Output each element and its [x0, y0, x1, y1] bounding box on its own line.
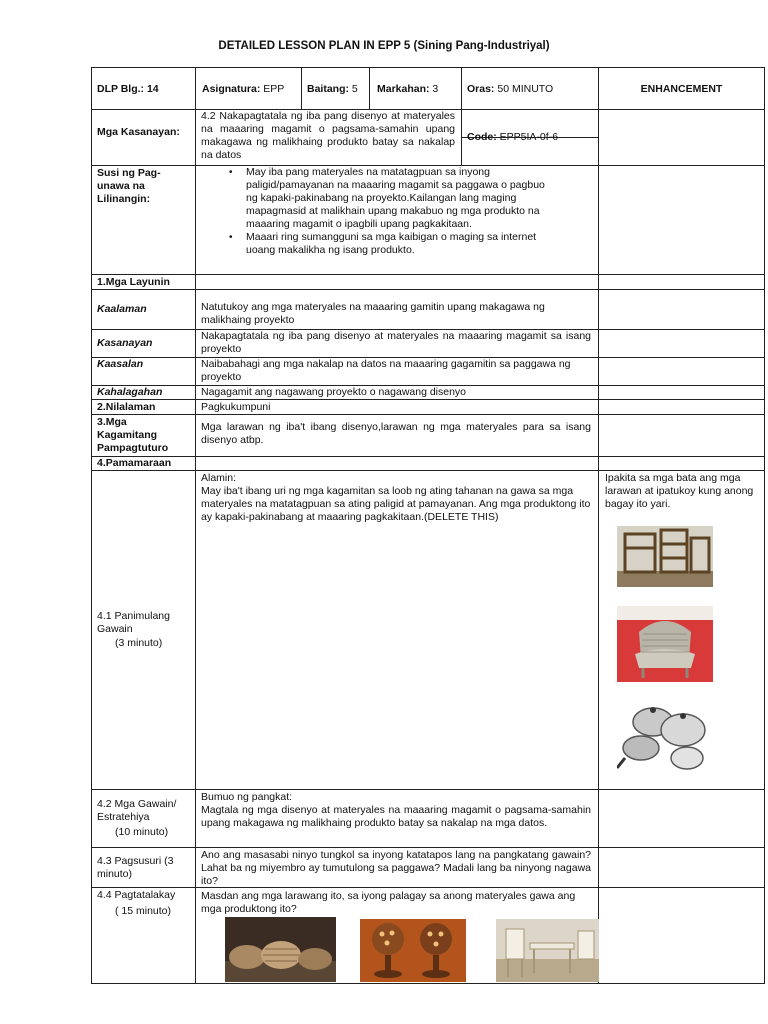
pagtatalakay-label: 4.4 Pagtatalakay — [97, 889, 176, 901]
oras-label: Oras: — [467, 83, 495, 95]
gawain-time: (10 minuto) — [115, 826, 169, 838]
kagamitan-text: Mga larawan ng iba't ibang disenyo,larawan ng mga materyales para sa isang disenyo atbp. — [201, 421, 591, 446]
pagsusuri-label: 4.3 Pagsusuri (3 minuto) — [97, 855, 174, 880]
panimula-time: (3 minuto) — [115, 637, 163, 649]
document-title: DETAILED LESSON PLAN IN EPP 5 (Sining Pang-Industriyal) — [218, 40, 550, 52]
gawain-text: Bumuo ng pangkat: Magtala ng mga disenyo at materyales na maaaring magamit o pagsama-samahin upang makagawa ng malikhaing produkto batay sa nakalap na mga datos. — [201, 791, 591, 829]
baitang-field — [307, 83, 369, 96]
markahan-value: 3 — [429, 83, 439, 95]
markahan-field — [377, 83, 461, 96]
kahalagahan-text: Nagagamit ang nagawang proyekto o nagawang disenyo — [201, 386, 467, 398]
markahan-label: Markahan: — [377, 83, 430, 95]
oras-field — [467, 83, 598, 96]
kasanayan-label: Mga Kasanayan: — [97, 126, 180, 138]
baitang-label: Baitang: — [307, 83, 349, 95]
pamamaraan-label: 4.Pamamaraan — [97, 457, 172, 469]
panimula-enhancement: Ipakita sa mga bata ang mga larawan at ipatukoy kung anong bagay ito yari. — [605, 472, 754, 510]
asignatura-field — [202, 83, 301, 96]
layunin-label: 1.Mga Layunin — [97, 276, 170, 288]
kasanayan-text: 4.2 Nakapagtatala ng iba pang disenyo at materyales na maaaring magamit o pagsama-samahin upang makagawa ng malikhaing produkto batay sa nakalap na datos — [201, 110, 455, 161]
kagamitan-label: 3.Mga Kagamitang Pampagtuturo — [97, 416, 169, 454]
susi-label: Susi ng Pag-unawa na Lilinangin: — [97, 167, 161, 205]
nilalaman-text: Pagkukumpuni — [201, 401, 271, 413]
kasanayan-obj-label: Kasanayan — [97, 337, 153, 349]
kahalagahan-label: Kahalagahan — [97, 386, 163, 398]
wooden-furniture-photo — [617, 526, 713, 587]
woven-bags-photo — [225, 917, 336, 982]
dlp-number: DLP Blg.: 14 — [97, 83, 159, 95]
asignatura-value: EPP — [260, 83, 285, 95]
gawain-label: 4.2 Mga Gawain/ Estratehiya — [97, 798, 177, 823]
pagsusuri-text: Ano ang masasabi ninyo tungkol sa inyong katatapos lang na pangkatang gawain? Lahat ba ng miyembro ay tumutulong sa paggawa? Madali lang ba ninyong nagawa ito? — [201, 849, 591, 887]
coconut-lamps-photo — [360, 919, 466, 982]
asignatura-label: Asignatura: — [202, 83, 261, 95]
susi-content — [196, 166, 556, 257]
kaasalan-label: Kaasalan — [97, 358, 144, 370]
kaasalan-text: Naibabahagi ang mga nakalap na datos na maaaring gagamitin sa paggawa ng proyekto — [201, 358, 571, 383]
code-field — [467, 131, 597, 144]
dining-set-photo — [496, 919, 599, 982]
panimula-label: 4.1 Panimulang Gawain — [97, 610, 170, 635]
rattan-chair-photo — [617, 606, 713, 682]
pagtatalakay-time: ( 15 minuto) — [115, 905, 172, 917]
susi-bullet-1: • May iba pang materyales na matatagpuan sa inyong paligid/pamayanan na maaaring magamit sa paggawa o pagbuo ng kapaki-pakinabang na proyekto.Kailangan lang maging mapagmasid at malikhain upang makabuo ng mga produkto na maaaring magamit o ipagbili upang pagkakitaan. — [246, 166, 556, 231]
enhancement-header: ENHANCEMENT — [640, 83, 723, 95]
kaalaman-text: Natutukoy ang mga materyales na maaaring gamitin upang makagawa ng malikhaing proyekto — [201, 301, 545, 326]
code-label: Code: — [467, 131, 497, 143]
kasanayan-obj-text: Nakapagtatala ng iba pang disenyo at materyales na maaaring magamit sa isang proyekto — [201, 330, 591, 355]
nilalaman-label: 2.Nilalaman — [97, 401, 156, 413]
susi-bullet-2: • Maaari ring sumangguni sa mga kaibigan o maging sa internet uoang makalikha ng isang produkto. — [246, 231, 556, 257]
code-value: EPP5IA-0f-6 — [496, 131, 559, 143]
panimula-text: Alamin: May iba't ibang uri ng mga kagamitan sa loob ng ating tahanan na gawa sa mga materyales na matatagpuan sa ating paligid at pamayanan. Ang mga produktong ito ay kapaki-pakinabang at maaaring pagkakitaan.(DELETE THIS) — [201, 472, 591, 523]
kaalaman-label: Kaalaman — [97, 303, 147, 315]
oras-value: 50 MINUTO — [494, 83, 554, 95]
baitang-value: 5 — [349, 83, 358, 95]
cookware-photo — [617, 696, 713, 774]
pagtatalakay-text: Masdan ang mga larawang ito, sa iyong palagay sa anong materyales gawa ang mga produktong ito? — [201, 890, 576, 915]
